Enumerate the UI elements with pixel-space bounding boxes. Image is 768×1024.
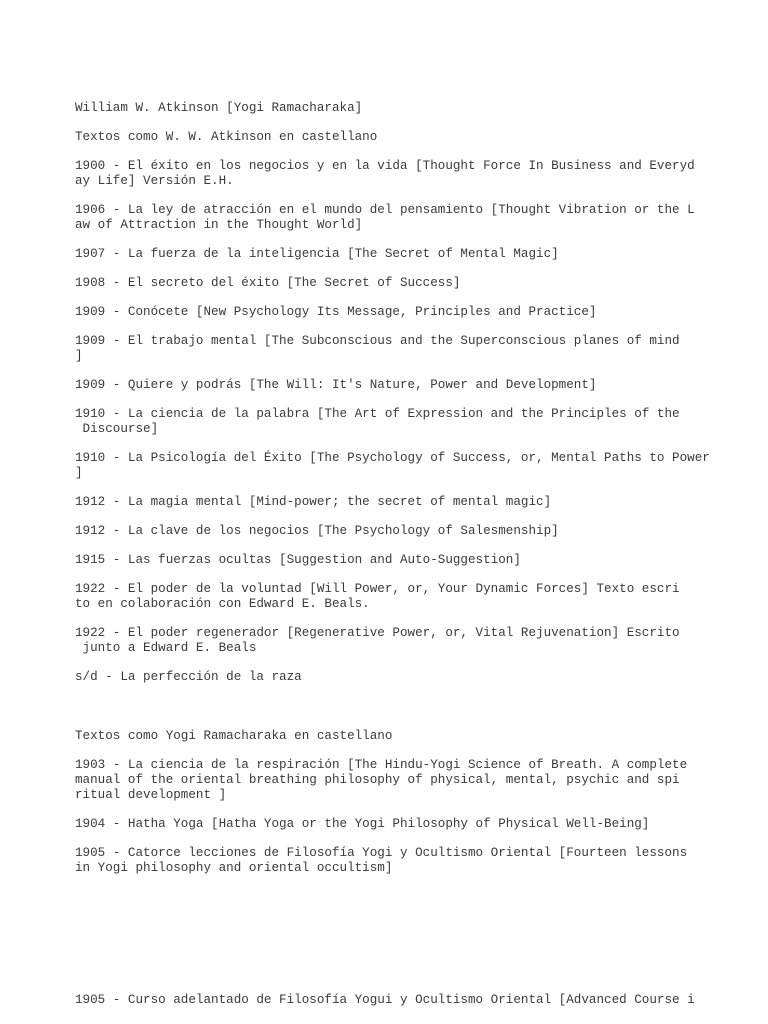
list-item: 1905 - Catorce lecciones de Filosofía Yogi y Ocultismo Oriental [Fourteen lessons in Yogi philosophy and oriental occultism] bbox=[75, 846, 688, 875]
author-line: William W. Atkinson [Yogi Ramacharaka] bbox=[75, 101, 363, 115]
spacer bbox=[75, 699, 715, 729]
list-item: 1910 - La ciencia de la palabra [The Art of Expression and the Principles of the Discourse] bbox=[75, 407, 680, 436]
list-item: 1903 - La ciencia de la respiración [The Hindu-Yogi Science of Breath. A complete manual of the oriental breathing philosophy of physical, mental, psychic and spi ritual development ] bbox=[75, 758, 688, 802]
list-item: 1915 - Las fuerzas ocultas [Suggestion and Auto-Suggestion] bbox=[75, 553, 521, 567]
section-heading-atkinson: Textos como W. W. Atkinson en castellano bbox=[75, 130, 378, 144]
list-item: 1922 - El poder de la voluntad [Will Power, or, Your Dynamic Forces] Texto escri to en colaboración con Edward E. Beals. bbox=[75, 582, 680, 611]
list-item: 1906 - La ley de atracción en el mundo del pensamiento [Thought Vibration or the L aw of Attraction in the Thought World] bbox=[75, 203, 695, 232]
list-item: 1909 - Quiere y podrás [The Will: It's Nature, Power and Development] bbox=[75, 378, 597, 392]
list-item: 1912 - La clave de los negocios [The Psychology of Salesmenship] bbox=[75, 524, 559, 538]
list-item: 1909 - Conócete [New Psychology Its Message, Principles and Practice] bbox=[75, 305, 597, 319]
list-item: 1912 - La magia mental [Mind-power; the secret of mental magic] bbox=[75, 495, 552, 509]
list-item: 1908 - El secreto del éxito [The Secret of Success] bbox=[75, 276, 461, 290]
list-item: 1904 - Hatha Yoga [Hatha Yoga or the Yogi Philosophy of Physical Well-Being] bbox=[75, 817, 650, 831]
list-item: s/d - La perfección de la raza bbox=[75, 670, 302, 684]
list-item: 1900 - El éxito en los negocios y en la vida [Thought Force In Business and Everyd ay Life] Versión E.H. bbox=[75, 159, 695, 188]
list-item: 1922 - El poder regenerador [Regenerative Power, or, Vital Rejuvenation] Escrito junto a Edward E. Beals bbox=[75, 626, 680, 655]
list-item: 1910 - La Psicología del Éxito [The Psychology of Success, or, Mental Paths to Power ] bbox=[75, 451, 710, 480]
list-item: 1907 - La fuerza de la inteligencia [The Secret of Mental Magic] bbox=[75, 247, 559, 261]
document-body bbox=[75, 101, 715, 1022]
list-item: 1909 - El trabajo mental [The Subconscious and the Superconscious planes of mind ] bbox=[75, 334, 680, 363]
section-heading-ramacharaka: Textos como Yogi Ramacharaka en castellano bbox=[75, 729, 393, 743]
list-item-trailing: 1905 - Curso adelantado de Filosofía Yogui y Ocultismo Oriental [Advanced Course i bbox=[75, 993, 695, 1007]
spacer bbox=[75, 890, 715, 993]
